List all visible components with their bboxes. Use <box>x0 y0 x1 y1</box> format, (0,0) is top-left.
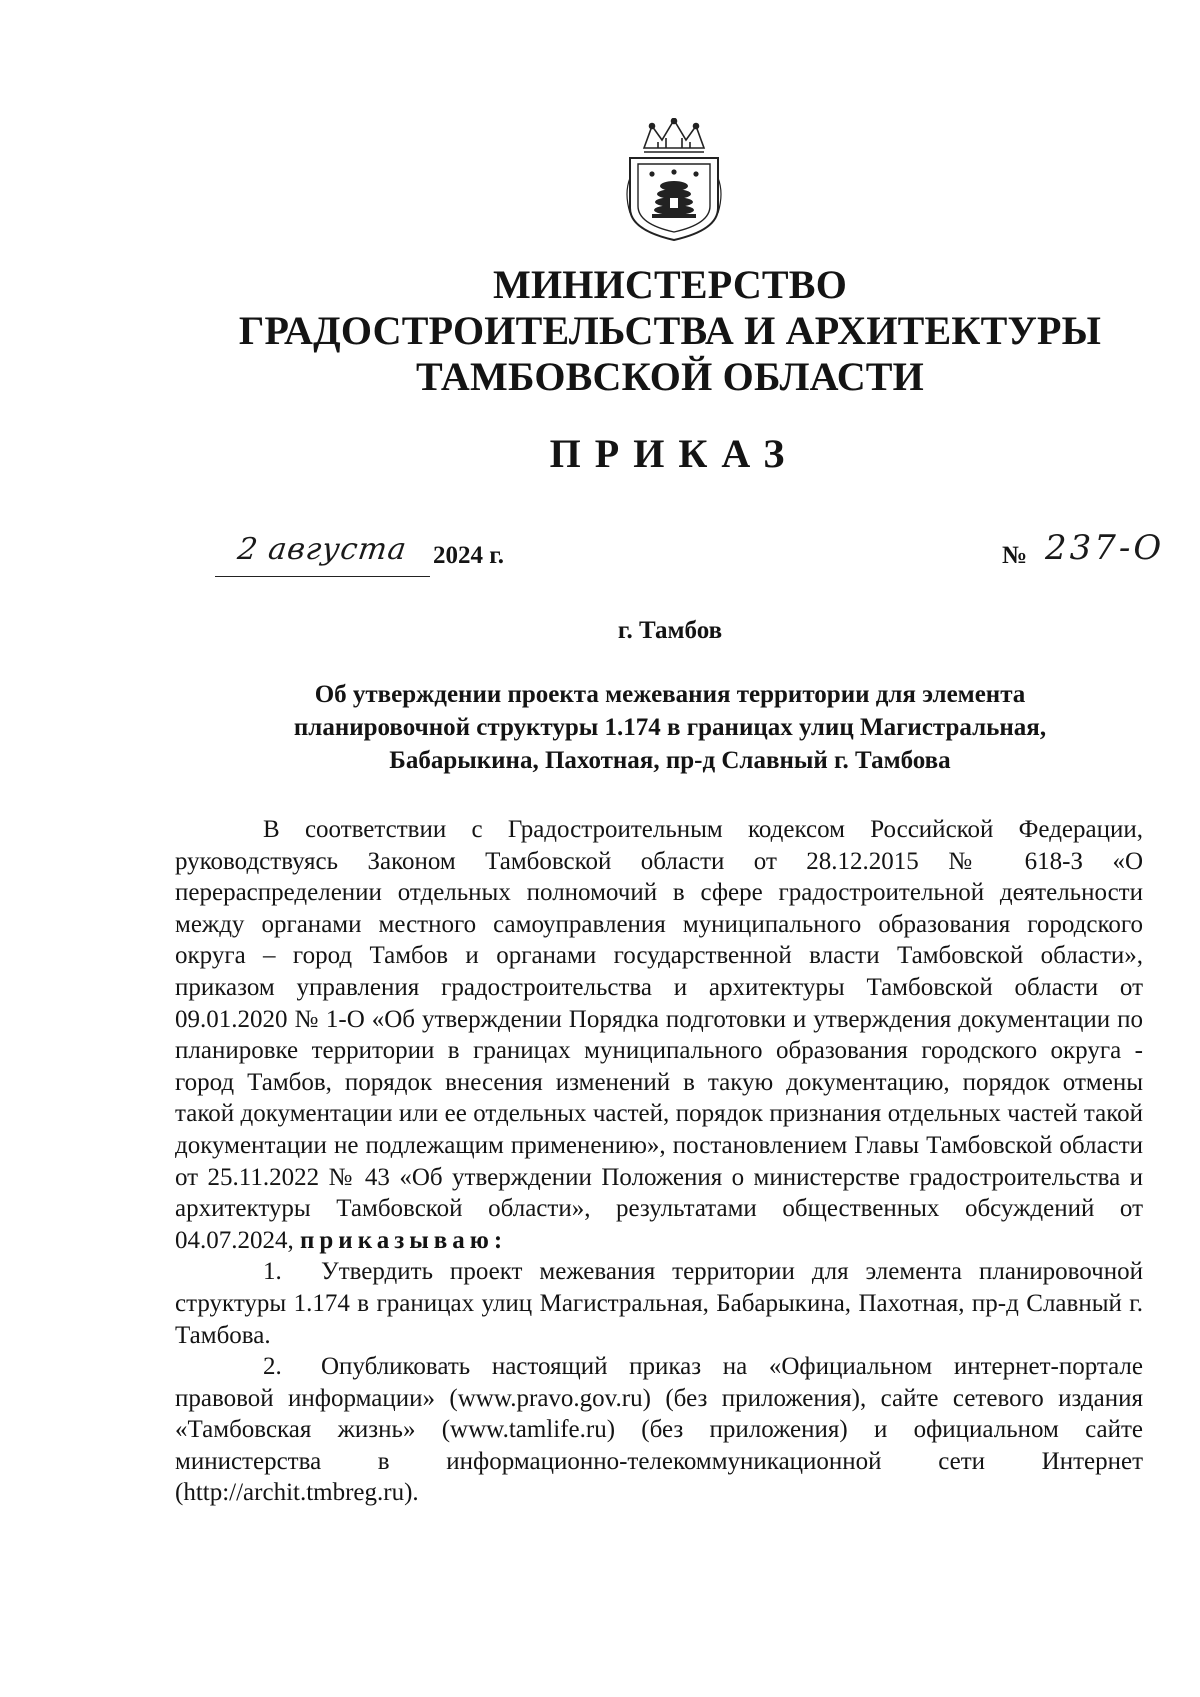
document-type-title: ПРИКАЗ <box>549 431 799 476</box>
ministry-name <box>0 262 1200 400</box>
number-handwritten: 237-О <box>1045 528 1165 568</box>
preamble-text: В соответствии с Градостроительным кодексом Российской Федерации, руководствуясь Законом Тамбовской области от 28.12.2015 № 618-З «О перераспределении отдельных полномочий в сфере градостроительной деятельности между органами местного самоуправления муниципального образования городского округа – город Тамбов и органами государственной власти Тамбовской области», приказом управления градостроительства и архитектуры Тамбовской области от 09.01.2020 № 1-О «Об утверждении Порядка подготовки и утверждения документации по планировке территории в границах муниципального образования городского округа - город Тамбов, порядок внесения изменений в такую документацию, порядок отмены такой документации или ее отдельных частей, порядок признания отдельных частей такой документации не подлежащим применению», постановлением Главы Тамбовской области от 25.11.2022 № 43 «Об утверждении Положения о министерстве градостроительства и архитектуры Тамбовской области», результатами общественных обсуждений от 04.07.2024, <box>175 816 1143 1254</box>
order-item <box>175 1351 1143 1509</box>
document-date <box>215 532 635 576</box>
ministry-name-line: ГРАДОСТРОИТЕЛЬСТВА И АРХИТЕКТУРЫ <box>238 308 1102 353</box>
item-text: Опубликовать настоящий приказ на «Официальном интернет-портале правовой информации» (www.pravo.gov.ru) (без приложения), сайте сетевого издания «Тамбовская жизнь» (www.tamlife.ru) (без приложения) и официальном сайте министерства в информационно-телекоммуникационной сети Интернет (http://archit.tmbreg.ru). <box>175 1353 1143 1507</box>
preamble-paragraph <box>175 814 1143 1256</box>
item-number: 1. <box>263 1258 282 1286</box>
document-body <box>175 814 1143 1509</box>
coat-of-arms-icon <box>622 118 726 242</box>
item-number: 2. <box>263 1353 282 1381</box>
number-label: № <box>1002 542 1028 569</box>
subject-line: планировочной структуры 1.174 в границах улиц Магистральная, <box>293 714 1047 741</box>
date-handwritten: 2 августа <box>235 532 410 567</box>
ministry-name-line: МИНИСТЕРСТВО <box>492 262 848 307</box>
date-year: 2024 г. <box>433 542 505 569</box>
ministry-name-line: ТАМБОВСКОЙ ОБЛАСТИ <box>416 354 924 399</box>
item-text: Утвердить проект межевания территории для элемента планировочной структуры 1.174 в границах улиц Магистральная, Бабарыкина, Пахотная, пр-д Славный г. Тамбова. <box>175 1258 1143 1349</box>
subject-line: Бабарыкина, Пахотная, пр-д Славный г. Тамбова <box>389 747 951 774</box>
city-name: г. Тамбов <box>617 617 723 644</box>
subject-line: Об утверждении проекта межевания территории для элемента <box>314 681 1026 708</box>
date-handwritten-field <box>215 532 430 577</box>
order-item <box>175 1256 1143 1351</box>
directive-word: приказываю: <box>300 1226 508 1254</box>
document-subject <box>220 678 1120 777</box>
document-number <box>1002 528 1172 576</box>
